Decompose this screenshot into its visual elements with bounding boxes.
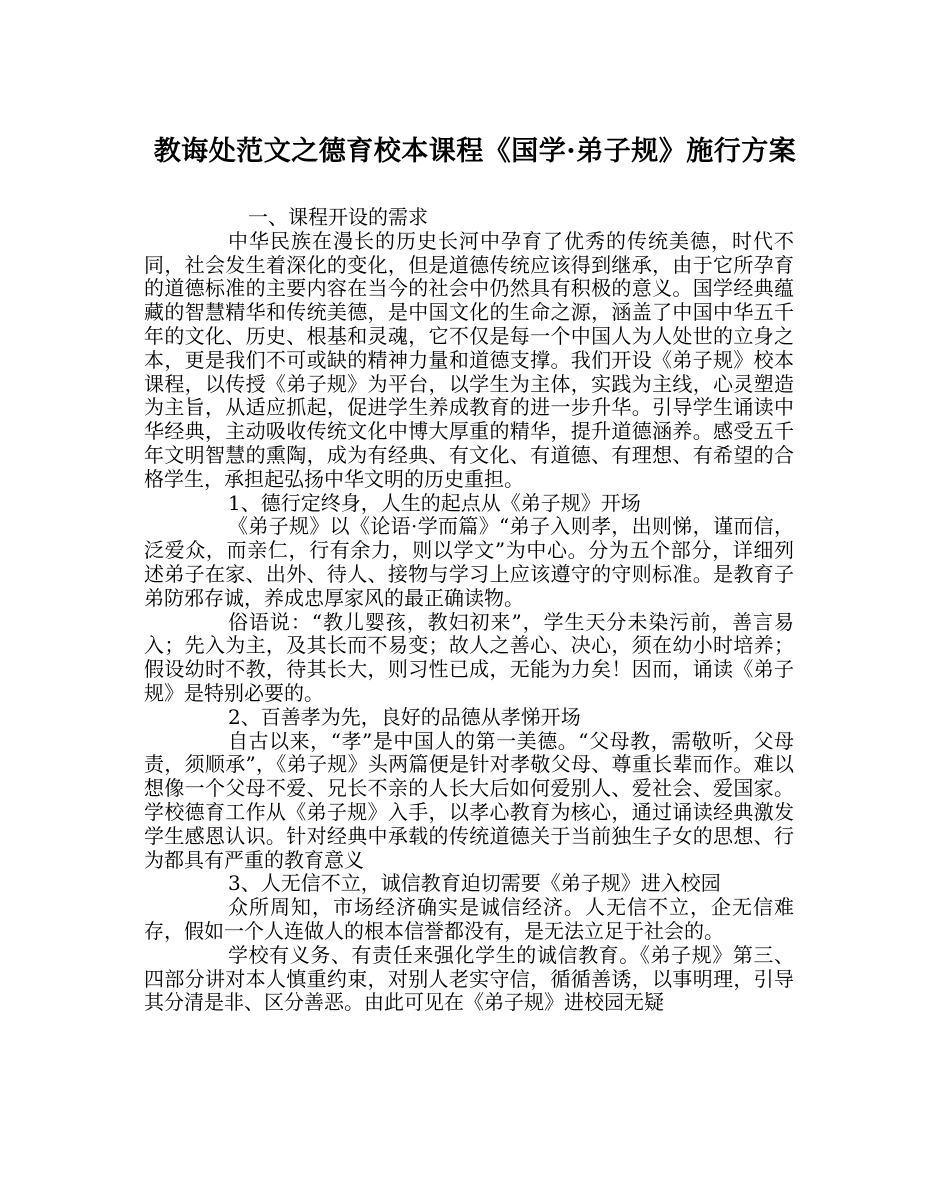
paragraph-integrity-economy: 众所周知，市场经济确实是诚信经济。人无信不立，企无信难存，假如一个人连做人的根本信誉都没有，是无法立足于社会的。: [144, 895, 794, 943]
section-heading-course-need: 一、课程开设的需求: [248, 205, 428, 229]
paragraph-filial-piety: 自古以来，“孝”是中国人的第一美德。“父母教，需敬听，父母责，须顺承”，《弟子规》头两篇便是针对孝敬父母、尊重长辈而作。难以想像一个父母不爱、兄长不亲的人长大后如何爱别人、爱社会、爱国家。学校德育工作从《弟子规》入手，以孝心教育为核心，通过诵读经典激发学生感恩认识。针对经典中承载的传统道德关于当前独生子女的思想、行为都具有严重的教育意义: [144, 728, 794, 872]
subheading-1: 1、德行定终身，人生的起点从《弟子规》开场: [228, 490, 641, 515]
paragraph-proverb: 俗语说：“教儿婴孩，教妇初来”，学生天分未染污前，善言易入；先入为主，及其长而不易变；故人之善心、决心，须在幼小时培养；假设幼时不教，待其长大，则习性已成，无能为力矣！因而，诵读《弟子规》是特别必要的。: [144, 609, 794, 705]
paragraph-dizigui-structure: 《弟子规》以《论语·学而篇》“弟子入则孝，出则悌，谨而信，泛爱众，而亲仁，行有余力，则以学文”为中心。分为五个部分，详细列述弟子在家、出外、待人、接物与学习上应该遵守的守则标准。是教育子弟防邪存诚，养成忠厚家风的最正确读物。: [144, 514, 794, 610]
paragraph-intro: 中华民族在漫长的历史长河中孕育了优秀的传统美德，时代不同，社会发生着深化的变化，但是道德传统应该得到继承，由于它所孕育的道德标准的主要内容在当今的社会中仍然具有积极的意义。国学经典蕴藏的智慧精华和传统美德，是中国文化的生命之源，涵盖了中国中华五千年的文化、历史、根基和灵魂，它不仅是每一个中国人为人处世的立身之本，更是我们不可或缺的精神力量和道德支撑。我们开设《弟子规》校本课程，以传授《弟子规》为平台，以学生为主体，实践为主线，心灵塑造为主旨，从适应抓起，促进学生养成教育的进一步升华。引导学生诵读中华经典，主动吸收传统文化中博大厚重的精华，提升道德涵养。感受五千年文明智慧的熏陶，成为有经典、有文化、有道德、有理想、有希望的合格学生，承担起弘扬中华文明的历史重担。: [144, 228, 794, 491]
document-title: 教诲处范文之德育校本课程《国学·弟子规》施行方案: [153, 136, 797, 167]
subheading-2: 2、百善孝为先，良好的品德从孝悌开场: [228, 704, 581, 729]
paragraph-school-integrity: 学校有义务、有责任来强化学生的诚信教育。《弟子规》第三、四部分讲对本人慎重约束，对别人老实守信，循循善诱，以事明理，引导其分清是非、区分善恶。由此可见在《弟子规》进校园无疑: [144, 942, 794, 1015]
subheading-3: 3、人无信不立，诚信教育迫切需要《弟子规》进入校园: [228, 871, 721, 896]
document-body: [144, 206, 794, 1015]
